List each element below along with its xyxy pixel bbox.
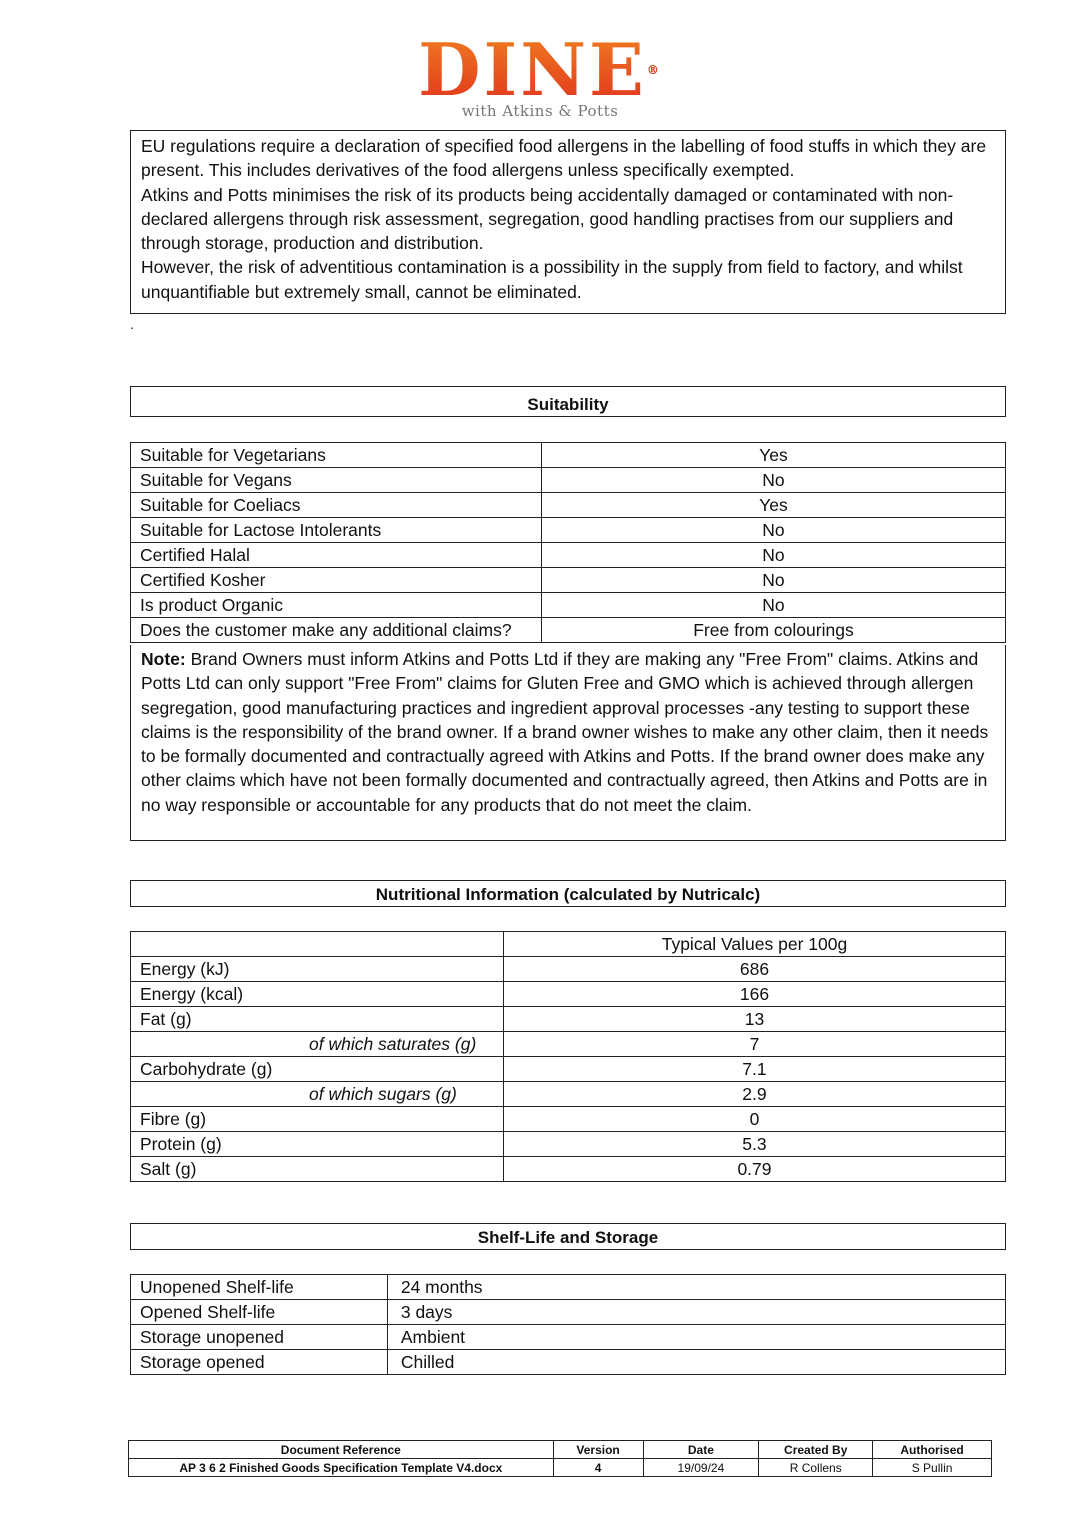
row-value: 2.9 <box>503 1082 1005 1107</box>
row-label: of which saturates (g) <box>131 1032 504 1057</box>
footer-authorised: S Pullin <box>873 1459 992 1477</box>
row-label: Is product Organic <box>131 593 542 618</box>
row-label: Certified Kosher <box>131 568 542 593</box>
row-value: Yes <box>541 493 1005 518</box>
row-value: No <box>541 593 1005 618</box>
row-label: Suitable for Vegetarians <box>131 443 542 468</box>
table-row <box>131 1132 1006 1157</box>
row-label: Suitable for Lactose Intolerants <box>131 518 542 543</box>
footer-header-date: Date <box>643 1441 759 1459</box>
row-value: 5.3 <box>503 1132 1005 1157</box>
suitability-table <box>130 442 1006 643</box>
row-value: No <box>541 518 1005 543</box>
table-row <box>131 518 1006 543</box>
row-label: Opened Shelf-life <box>131 1300 388 1325</box>
nutrition-header-empty <box>131 932 504 957</box>
row-label: Does the customer make any additional claims? <box>131 618 542 643</box>
nutrition-title: Nutritional Information (calculated by Nutricalc) <box>130 880 1006 907</box>
row-label: Fibre (g) <box>131 1107 504 1132</box>
row-label: Salt (g) <box>131 1157 504 1182</box>
footer-value-row <box>129 1459 992 1477</box>
note-text: Brand Owners must inform Atkins and Potts Ltd if they are making any "Free From" claims. Atkins and Potts Ltd can only support "Free From" claims for Gluten Free and GMO which is achieved through allergen segregation, good manufacturing practices and ingredient approval processes -any testing to support these claims is the responsibility of the brand owner. If a brand owner wishes to make any other claim, then it needs to be formally documented and contractually agreed with Atkins and Potts. If the brand owner does make any other claims which have not been formally documented and contractually agreed, then Atkins and Potts are in no way responsible or accountable for any products that do not meet the claim. <box>141 649 989 815</box>
shelf-life-table <box>130 1274 1006 1375</box>
footer-created-by: R Collens <box>759 1459 873 1477</box>
table-row <box>131 1107 1006 1132</box>
row-label: Energy (kJ) <box>131 957 504 982</box>
table-row <box>131 443 1006 468</box>
row-value: 13 <box>503 1007 1005 1032</box>
table-row <box>131 618 1006 643</box>
table-row <box>131 1325 1006 1350</box>
intro-paragraph-1: EU regulations require a declaration of specified food allergens in the labelling of food stuffs in which they are present. This includes derivatives of the food allergens unless specifically exempted. <box>141 136 987 181</box>
table-row <box>131 593 1006 618</box>
row-value: No <box>541 543 1005 568</box>
row-label: Suitable for Coeliacs <box>131 493 542 518</box>
dine-logo <box>0 27 1080 120</box>
table-row <box>131 493 1006 518</box>
table-row <box>131 1350 1006 1375</box>
allergen-declaration-box <box>130 130 1006 314</box>
table-row <box>131 1082 1006 1107</box>
table-row <box>131 1032 1006 1057</box>
nutrition-header: Typical Values per 100g <box>503 932 1005 957</box>
row-value: No <box>541 568 1005 593</box>
table-row <box>131 543 1006 568</box>
row-value: Free from colourings <box>541 618 1005 643</box>
row-label: Storage unopened <box>131 1325 388 1350</box>
row-label: of which sugars (g) <box>131 1082 504 1107</box>
free-from-note <box>130 645 1006 841</box>
footer-header-authorised: Authorised <box>873 1441 992 1459</box>
document-footer-table <box>128 1440 992 1477</box>
stray-dot: . <box>130 316 134 332</box>
row-value: 24 months <box>387 1275 1005 1300</box>
footer-header-doc-ref: Document Reference <box>129 1441 554 1459</box>
row-value: 686 <box>503 957 1005 982</box>
row-value: 0 <box>503 1107 1005 1132</box>
row-value: 3 days <box>387 1300 1005 1325</box>
intro-paragraph-3: However, the risk of adventitious contamination is a possibility in the supply from field to factory, and whilst unquantifiable but extremely small, cannot be eliminated. <box>141 257 963 302</box>
row-value: No <box>541 468 1005 493</box>
row-value: 7.1 <box>503 1057 1005 1082</box>
footer-header-version: Version <box>553 1441 643 1459</box>
row-label: Protein (g) <box>131 1132 504 1157</box>
row-label: Carbohydrate (g) <box>131 1057 504 1082</box>
row-label: Fat (g) <box>131 1007 504 1032</box>
nutrition-header-row <box>131 932 1006 957</box>
row-label: Suitable for Vegans <box>131 468 542 493</box>
footer-doc-ref: AP 3 6 2 Finished Goods Specification Template V4.docx <box>129 1459 554 1477</box>
table-row <box>131 1300 1006 1325</box>
table-row <box>131 1007 1006 1032</box>
row-label: Energy (kcal) <box>131 982 504 1007</box>
logo-subtitle: with Atkins & Potts <box>461 102 619 120</box>
shelf-life-title: Shelf-Life and Storage <box>130 1223 1006 1250</box>
note-label: Note: <box>141 649 186 669</box>
table-row <box>131 1275 1006 1300</box>
table-row <box>131 957 1006 982</box>
row-value: 166 <box>503 982 1005 1007</box>
row-label: Certified Halal <box>131 543 542 568</box>
table-row <box>131 568 1006 593</box>
footer-version: 4 <box>553 1459 643 1477</box>
nutrition-table <box>130 931 1006 1182</box>
table-row <box>131 468 1006 493</box>
table-row <box>131 982 1006 1007</box>
row-value: 7 <box>503 1032 1005 1057</box>
row-value: Ambient <box>387 1325 1005 1350</box>
row-label: Unopened Shelf-life <box>131 1275 388 1300</box>
row-value: Chilled <box>387 1350 1005 1375</box>
suitability-title: Suitability <box>130 386 1006 417</box>
footer-date: 19/09/24 <box>643 1459 759 1477</box>
row-value: Yes <box>541 443 1005 468</box>
footer-header-row <box>129 1441 992 1459</box>
footer-header-created-by: Created By <box>759 1441 873 1459</box>
row-value: 0.79 <box>503 1157 1005 1182</box>
logo-wordmark: DINE® <box>0 34 1080 106</box>
table-row <box>131 1157 1006 1182</box>
registered-mark: ® <box>646 63 662 77</box>
table-row <box>131 1057 1006 1082</box>
intro-paragraph-2: Atkins and Potts minimises the risk of its products being accidentally damaged or contaminated with non-declared allergens through risk assessment, segregation, good handling practises from our suppliers and through storage, production and distribution. <box>141 184 954 254</box>
row-label: Storage opened <box>131 1350 388 1375</box>
